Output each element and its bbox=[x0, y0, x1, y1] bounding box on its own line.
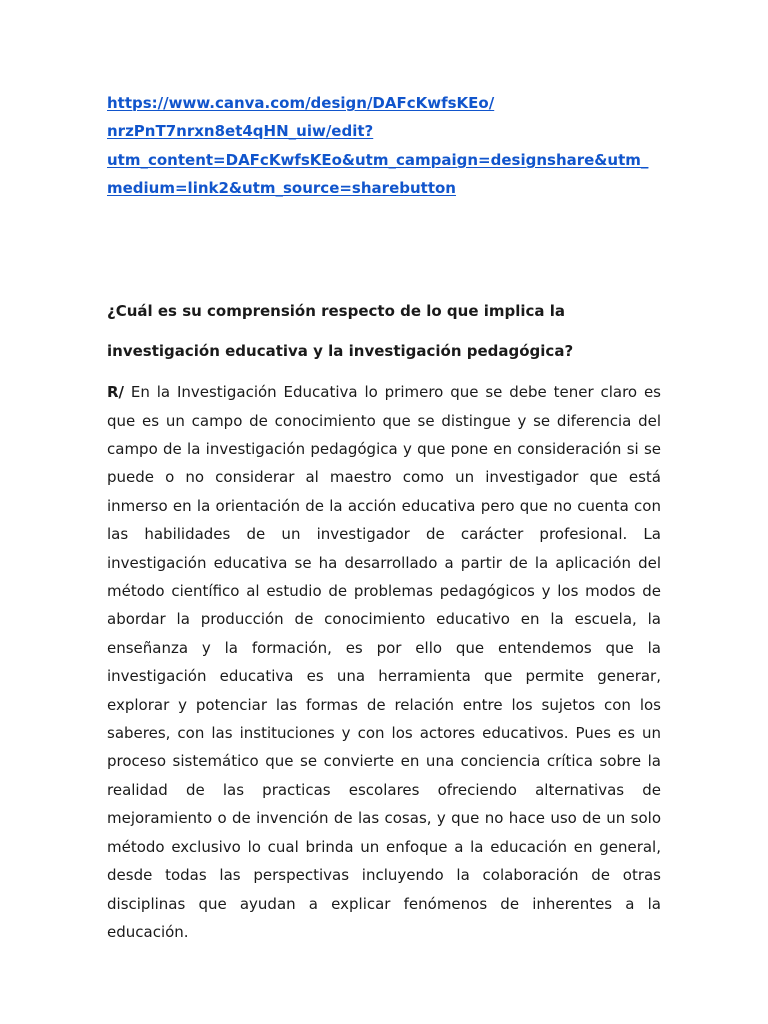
question-line-1: ¿Cuál es su comprensión respecto de lo que implica la bbox=[107, 302, 566, 321]
link-line-1[interactable]: https://www.canva.com/design/DAFcKwfsKEo/ bbox=[107, 94, 495, 112]
canva-link[interactable] bbox=[107, 89, 661, 202]
question-heading bbox=[107, 291, 661, 371]
link-line-3[interactable]: utm_content=DAFcKwfsKEo&utm_campaign=designshare&utm_ bbox=[107, 150, 649, 169]
answer-paragraph bbox=[107, 378, 661, 946]
answer-text: En la Investigación Educativa lo primero que se debe tener claro es que es un campo de conocimiento que se distingue y se diferencia del campo de la investigación pedagógica y que pone en consideración si se puede o no considerar al maestro como un investigador que está inmerso en la orientación de la acción educativa pero que no cuenta con las habilidades de un investigador de carácter profesional. La investigación educativa se ha desarrollado a partir de la aplicación del método científico al estudio de problemas pedagógicos y los modos de abordar la producción de conocimiento educativo en la escuela, la enseñanza y la formación, es por ello que entendemos que la investigación educativa es una herramienta que permite generar, explorar y potenciar las formas de relación entre los sujetos con los saberes, con las instituciones y con los actores educativos. Pues es un proceso sistemático que se convierte en una conciencia crítica sobre la realidad de las practicas escolares ofreciendo alternativas de mejoramiento o de invención de las cosas, y que no hace uso de un solo método exclusivo lo cual brinda un enfoque a la educación en general, desde todas las perspectivas incluyendo la colaboración de otras disciplinas que ayudan a explicar fenómenos de inherentes a la educación. bbox=[107, 383, 661, 941]
link-line-2[interactable]: nrzPnT7nrxn8et4qHN_uiw/edit? bbox=[107, 122, 374, 141]
link-line-4[interactable]: medium=link2&utm_source=sharebutton bbox=[107, 178, 456, 197]
question-line-2: investigación educativa y la investigación pedagógica? bbox=[107, 342, 574, 361]
answer-prefix: R/ bbox=[107, 383, 125, 402]
